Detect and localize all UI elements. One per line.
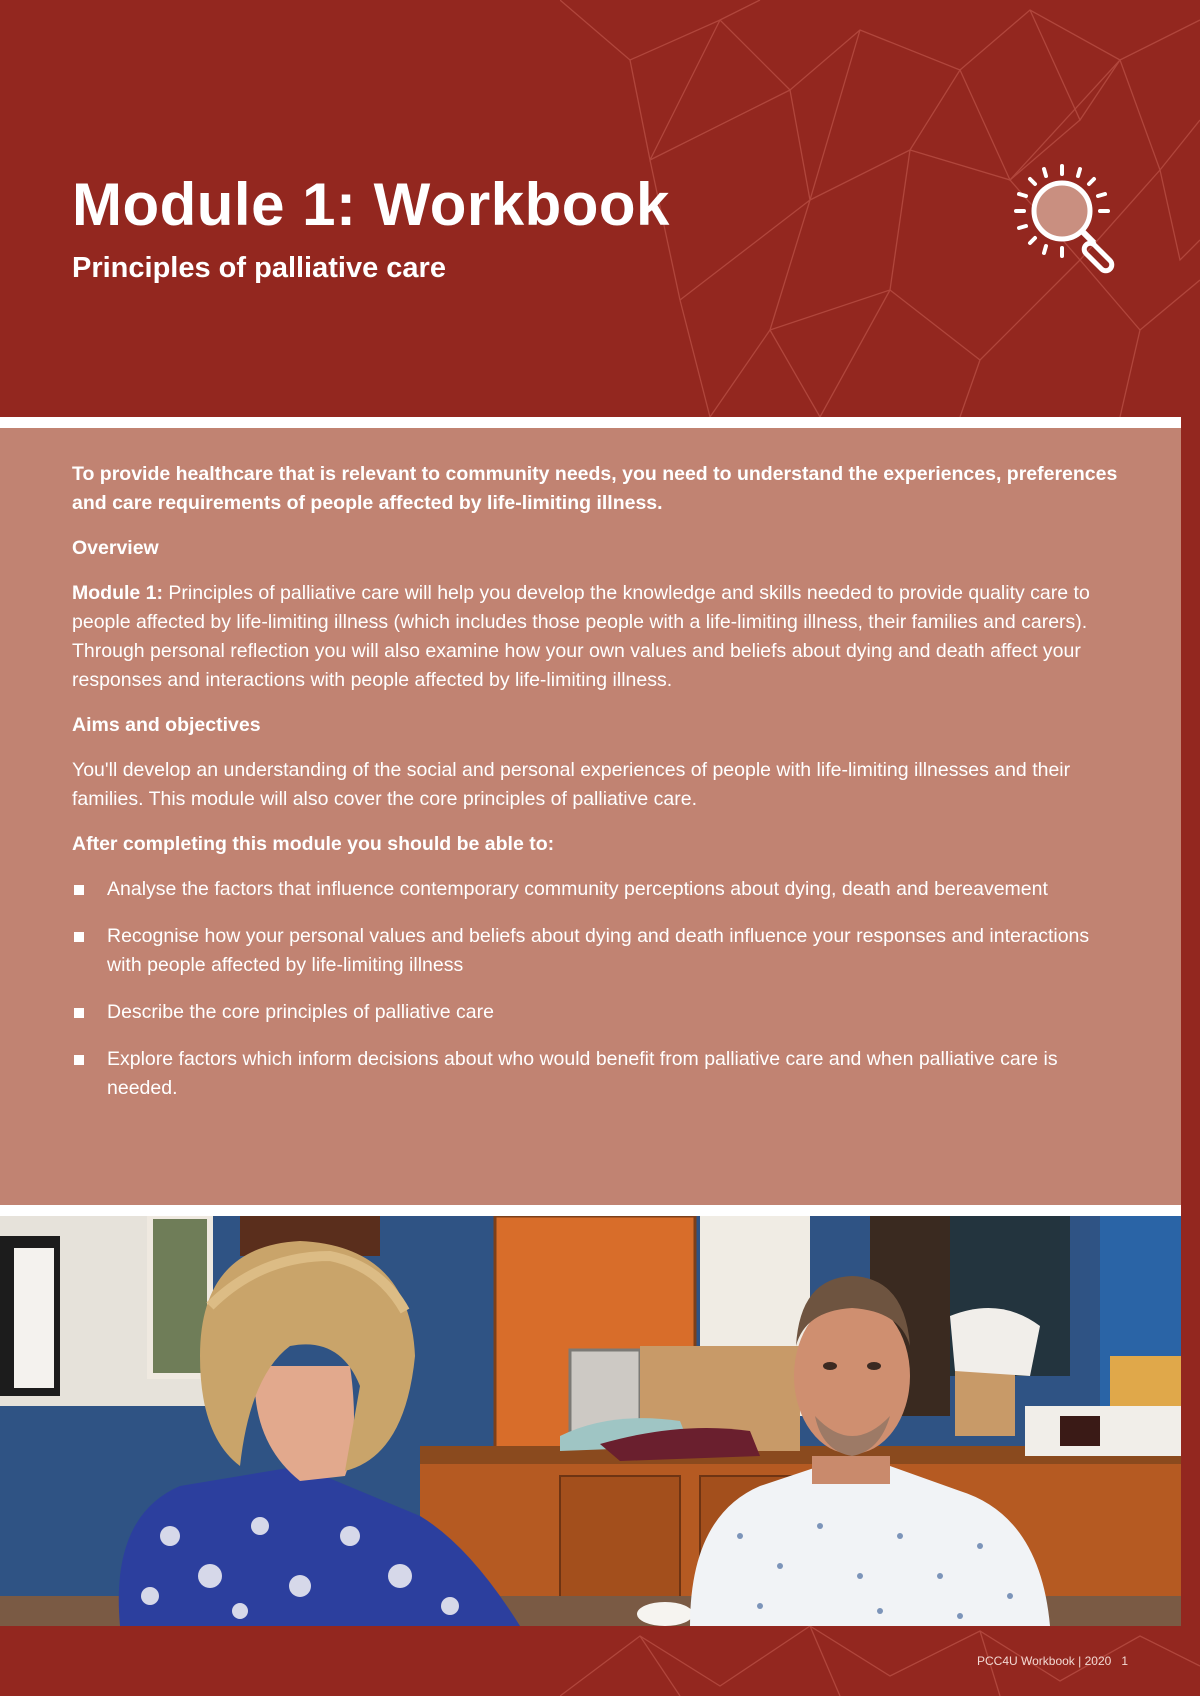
intro-panel [0, 428, 1181, 1205]
list-item: Describe the core principles of palliative care [72, 998, 1121, 1027]
aims-heading: Aims and objectives [72, 714, 261, 736]
overview-label: Module 1: [72, 582, 163, 604]
photo-two-people-at-table [0, 1216, 1181, 1626]
square-bullet-icon [74, 885, 84, 895]
objectives-heading: After completing this module you should be able to: [72, 833, 555, 855]
divider-bottom [0, 1205, 1181, 1216]
square-bullet-icon [74, 1055, 84, 1065]
page-title: Module 1: Workbook [72, 171, 670, 238]
aims-paragraph: You'll develop an understanding of the social and personal experiences of people with life-limiting illnesses and their families. This module will also cover the core principles of palliative care. [72, 759, 1071, 810]
list-item: Recognise how your personal values and beliefs about dying and death influence your responses and interactions with people affected by life-limiting illness [72, 922, 1121, 980]
square-bullet-icon [74, 932, 84, 942]
list-item: Analyse the factors that influence contemporary community perceptions about dying, death and bereavement [72, 875, 1121, 904]
divider-top [0, 417, 1181, 428]
objectives-list [72, 875, 1121, 1103]
intro-lead: To provide healthcare that is relevant to community needs, you need to understand the experiences, preferences and care requirements of people affected by life-limiting illness. [72, 463, 1118, 514]
footer [977, 1654, 1128, 1668]
photo-illustration [0, 1216, 1181, 1626]
footer-label: PCC4U Workbook | 2020 [977, 1654, 1112, 1668]
overview-paragraph [72, 579, 1121, 695]
overview-text: Principles of palliative care will help you develop the knowledge and skills needed to provide quality care to people affected by life-limiting illness (which includes those people with a life-limiting illness, their families and carers). Through personal reflection you will also examine how your own values and beliefs about dying and death affect your responses and interactions with people affected by life-limiting illness. [72, 582, 1090, 691]
overview-heading: Overview [72, 537, 159, 559]
magnifying-glass-icon [1010, 160, 1134, 284]
header-banner [0, 0, 1200, 417]
page-subtitle: Principles of palliative care [72, 252, 446, 284]
page-number: 1 [1121, 1654, 1128, 1668]
square-bullet-icon [74, 1008, 84, 1018]
list-item: Explore factors which inform decisions about who would benefit from palliative care and when palliative care is needed. [72, 1045, 1121, 1103]
